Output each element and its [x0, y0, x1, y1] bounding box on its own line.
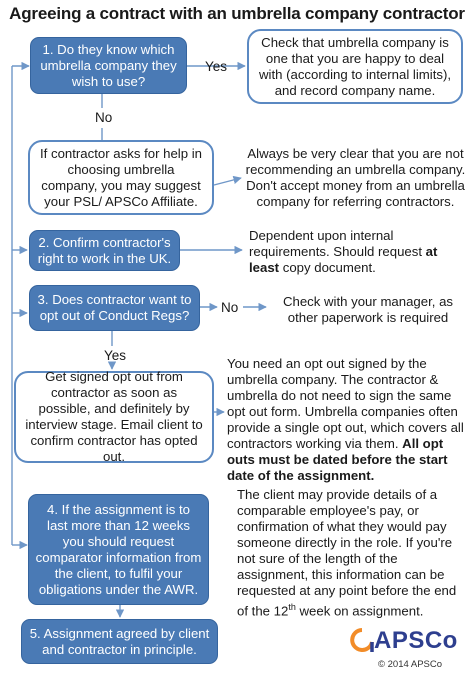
help-choosing-text: If contractor asks for help in choosing umbrella company, you may suggest your PSL/ APSCo Affiliate.: [40, 145, 202, 209]
opt-out-note-text: You need an opt out signed by the umbrella company. The contractor & umbrella do not need to sign the same opt out form. Umbrella companies often provide a single opt out, which covers all contractors working via them.: [227, 356, 464, 451]
umbrella-check-box: [247, 29, 463, 104]
recommend-note: Always be very clear that you are not recommending an umbrella company. Don't accept money from an umbrella company for referring contractors.: [245, 146, 466, 209]
yes-label-3: Yes: [104, 348, 127, 363]
step-2-text: 2. Confirm contractor's right to work in the UK.: [37, 234, 172, 266]
opt-out-note-bold: All opt outs must be dated before the start date of the assignment.: [227, 436, 448, 483]
help-choosing-box: [28, 140, 214, 215]
step-4-box: [28, 494, 209, 605]
opt-out-note: [227, 356, 470, 484]
rtw-note-text-bold: at least: [249, 244, 438, 275]
awr-note: [237, 487, 469, 619]
opt-out-box: [14, 371, 214, 463]
yes-label-1: Yes: [205, 59, 228, 74]
umbrella-check-text: Check that umbrella company is one that you are happy to deal with (according to internal limits), and record company name.: [258, 34, 452, 98]
check-manager-note: Check with your manager, as other paperwork is required: [282, 294, 454, 325]
step-5-box: [21, 619, 218, 664]
page-title: Agreeing a contract with an umbrella company contractor: [9, 4, 465, 23]
rtw-note-text-c: copy document.: [279, 260, 376, 275]
no-label-1: No: [95, 110, 113, 125]
copyright-text: © 2014 APSCo: [378, 659, 443, 670]
step-1-box: [30, 37, 187, 94]
step-4-text: 4. If the assignment is to last more than 12 weeks you should request comparator information from the client, to fulfil your obligations under the AWR.: [35, 501, 202, 597]
step-3-text: 3. Does contractor want to opt out of Conduct Regs?: [37, 292, 192, 323]
apsco-logo: [350, 627, 458, 655]
awr-note-text: The client may provide details of a comparable employee's pay, or confirmation of what they would pay someone directly in the role. If you're not sure of the length of the assignment, this information can be requested at any point before the end of the 12: [237, 487, 457, 619]
step-2-box: [29, 230, 180, 271]
no-label-3: No: [221, 300, 239, 315]
rtw-note-text-a: Dependent upon internal requirements. Should request: [249, 228, 426, 259]
step-5-text: 5. Assignment agreed by client and contractor in principle.: [29, 625, 210, 657]
awr-note-sup: th: [288, 602, 296, 612]
awr-note-text-end: week on assignment.: [295, 603, 424, 619]
apsco-logo-text: APSCo: [374, 627, 458, 654]
step-1-text: 1. Do they know which umbrella company they wish to use?: [40, 41, 177, 89]
right-to-work-note: [249, 228, 464, 276]
opt-out-text: Get signed opt out from contractor as soon as possible, and definitely by interview stage. Email client to confirm contractor has opted out.: [25, 369, 203, 464]
apsco-logo-icon: [350, 628, 374, 654]
step-3-box: [29, 285, 200, 331]
